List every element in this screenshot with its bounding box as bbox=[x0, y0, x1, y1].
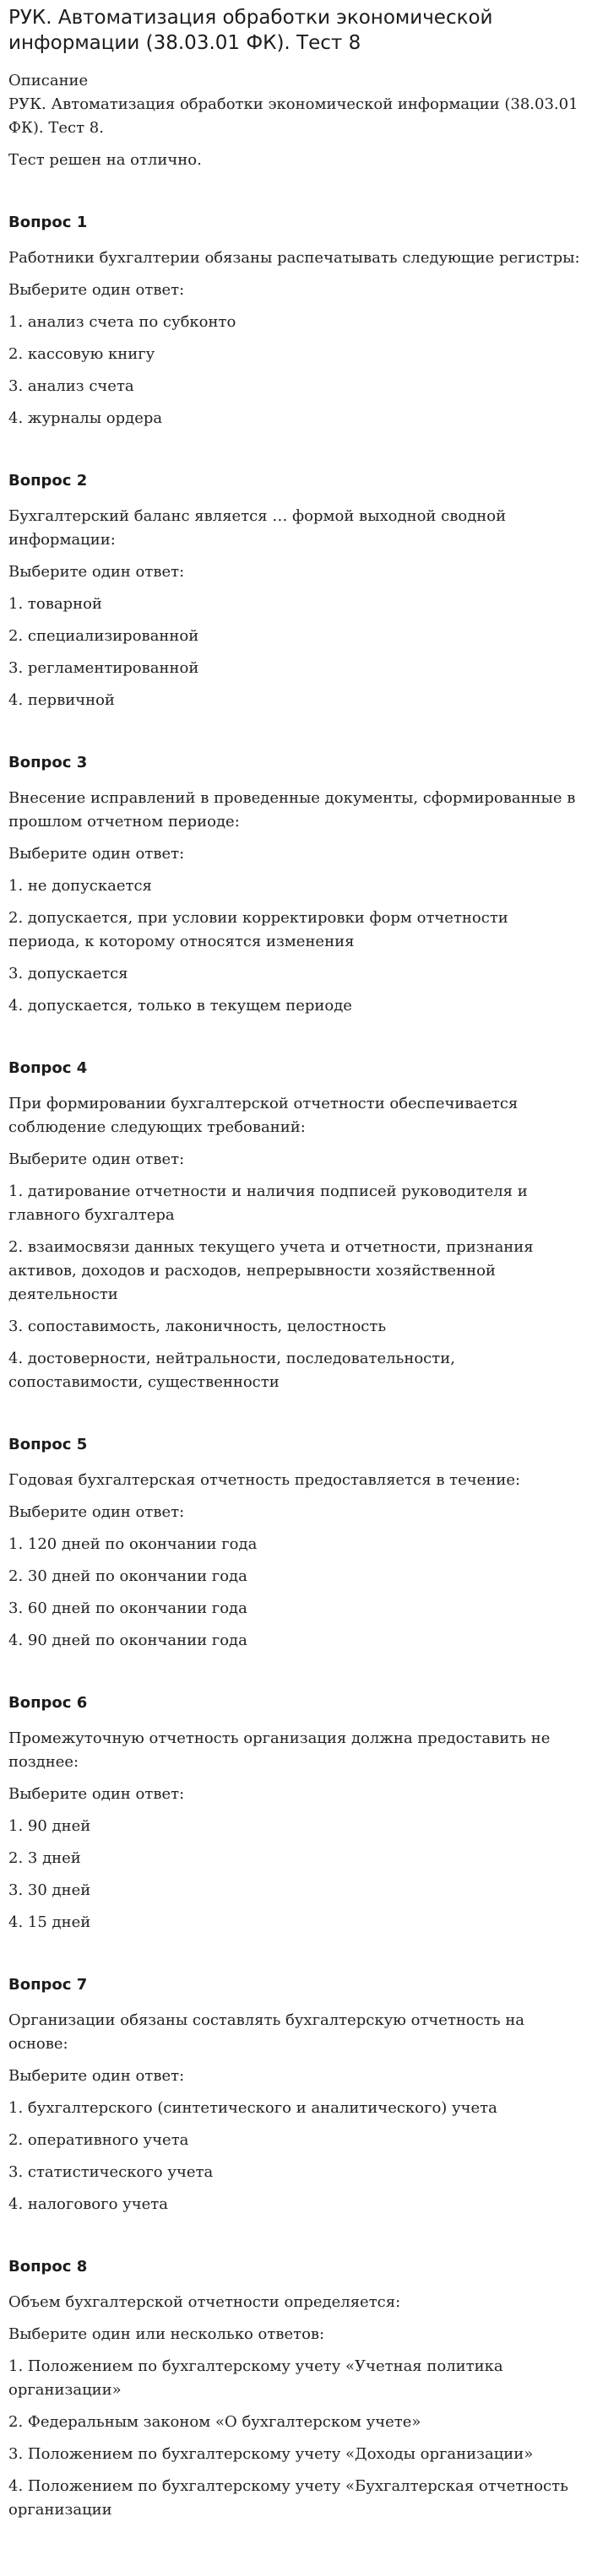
answer-option: 3. Положением по бухгалтерскому учету «Доходы организации» bbox=[8, 2445, 534, 2463]
answer-option: 1. 90 дней bbox=[8, 1817, 91, 1835]
description-label: Описание bbox=[8, 72, 89, 89]
answer-option: 2. 3 дней bbox=[8, 1849, 81, 1867]
answer-option: 4. первичной bbox=[8, 691, 115, 709]
question-heading: Вопрос 4 bbox=[8, 1059, 88, 1077]
question-heading: Вопрос 2 bbox=[8, 472, 88, 490]
questions-list bbox=[8, 211, 584, 2522]
answer-option: 1. анализ счета по субконто bbox=[8, 313, 236, 331]
answer-list bbox=[8, 1533, 584, 1653]
result-text: Тест решен на отлично. bbox=[8, 151, 202, 169]
question-text: При формировании бухгалтерской отчетности обеспечивается соблюдение следующих требований: bbox=[8, 1095, 519, 1136]
answer-instruction: Выберите один ответ: bbox=[8, 845, 185, 863]
answer-option: 1. бухгалтерского (синтетического и аналитического) учета bbox=[8, 2099, 497, 2117]
answer-list bbox=[8, 1180, 584, 1394]
answer-option: 4. 15 дней bbox=[8, 1913, 91, 1931]
answer-list bbox=[8, 2097, 584, 2216]
description-text: РУК. Автоматизация обработки экономической информации (38.03.01 ФК). Тест 8. bbox=[8, 95, 578, 137]
answer-instruction: Выберите один ответ: bbox=[8, 1785, 185, 1803]
question-heading: Вопрос 5 bbox=[8, 1436, 88, 1453]
answer-option: 1. 120 дней по окончании года bbox=[8, 1535, 258, 1553]
question-text: Годовая бухгалтерская отчетность предоставляется в течение: bbox=[8, 1471, 521, 1489]
answer-list bbox=[8, 2355, 584, 2522]
answer-list bbox=[8, 1815, 584, 1935]
answer-option: 4. Положением по бухгалтерскому учету «Бухгалтерская отчетность организации bbox=[8, 2477, 568, 2519]
question-text: Работники бухгалтерии обязаны распечатывать следующие регистры: bbox=[8, 249, 580, 267]
answer-instruction: Выберите один ответ: bbox=[8, 563, 185, 581]
answer-option: 3. анализ счета bbox=[8, 377, 134, 395]
answer-option: 4. достоверности, нейтральности, последовательности, сопоставимости, существенности bbox=[8, 1350, 455, 1391]
answer-option: 4. журналы ордера bbox=[8, 409, 163, 427]
answer-instruction: Выберите один ответ: bbox=[8, 281, 185, 299]
answer-option: 1. не допускается bbox=[8, 877, 152, 895]
answer-list bbox=[8, 874, 584, 1018]
question-heading: Вопрос 8 bbox=[8, 2258, 88, 2276]
question-heading: Вопрос 7 bbox=[8, 1976, 88, 1994]
answer-option: 3. регламентированной bbox=[8, 659, 199, 677]
question-block bbox=[8, 751, 584, 1018]
answer-option: 1. датирование отчетности и наличия подписей руководителя и главного бухгалтера bbox=[8, 1182, 528, 1224]
answer-list bbox=[8, 311, 584, 430]
answer-option: 2. оперативного учета bbox=[8, 2131, 189, 2149]
question-heading: Вопрос 1 bbox=[8, 214, 88, 231]
answer-option: 4. допускается, только в текущем периоде bbox=[8, 997, 352, 1015]
answer-option: 2. взаимосвязи данных текущего учета и отчетности, признания активов, доходов и расходов, непрерывности хозяйственной деятельности bbox=[8, 1238, 534, 1303]
answer-option: 2. 30 дней по окончании года bbox=[8, 1567, 247, 1585]
answer-option: 4. налогового учета bbox=[8, 2195, 168, 2213]
question-block bbox=[8, 2255, 584, 2522]
answer-option: 4. 90 дней по окончании года bbox=[8, 1632, 247, 1649]
question-block bbox=[8, 1973, 584, 2216]
question-block bbox=[8, 1433, 584, 1653]
answer-option: 1. товарной bbox=[8, 595, 102, 613]
question-text: Организации обязаны составлять бухгалтерскую отчетность на основе: bbox=[8, 2011, 525, 2053]
question-heading: Вопрос 6 bbox=[8, 1694, 88, 1712]
question-text: Внесение исправлений в проведенные документы, сформированные в прошлом отчетном периоде: bbox=[8, 789, 576, 831]
answer-option: 3. допускается bbox=[8, 965, 128, 982]
question-block bbox=[8, 469, 584, 712]
question-heading: Вопрос 3 bbox=[8, 754, 88, 771]
question-block bbox=[8, 211, 584, 430]
question-block bbox=[8, 1057, 584, 1394]
answer-option: 3. 30 дней bbox=[8, 1881, 91, 1899]
answer-instruction: Выберите один ответ: bbox=[8, 1150, 185, 1168]
answer-option: 3. сопоставимость, лаконичность, целостность bbox=[8, 1318, 387, 1335]
question-text: Промежуточную отчетность организация должна предоставить не позднее: bbox=[8, 1729, 551, 1771]
answer-option: 3. 60 дней по окончании года bbox=[8, 1599, 247, 1617]
answer-instruction: Выберите один или несколько ответов: bbox=[8, 2325, 325, 2343]
answer-instruction: Выберите один ответ: bbox=[8, 2067, 185, 2085]
answer-option: 1. Положением по бухгалтерскому учету «Учетная политика организации» bbox=[8, 2357, 503, 2399]
answer-option: 2. специализированной bbox=[8, 627, 199, 645]
answer-option: 3. статистического учета bbox=[8, 2163, 214, 2181]
answer-instruction: Выберите один ответ: bbox=[8, 1503, 185, 1521]
question-text: Объем бухгалтерской отчетности определяется: bbox=[8, 2293, 401, 2311]
question-text: Бухгалтерский баланс является … формой выходной сводной информации: bbox=[8, 507, 507, 549]
answer-option: 2. Федеральным законом «О бухгалтерском учете» bbox=[8, 2413, 421, 2431]
answer-option: 2. допускается, при условии корректировки форм отчетности периода, к которому относятся изменения bbox=[8, 909, 508, 950]
answer-list bbox=[8, 593, 584, 712]
page-title: РУК. Автоматизация обработки экономической информации (38.03.01 ФК). Тест 8 bbox=[8, 7, 493, 54]
answer-option: 2. кассовую книгу bbox=[8, 345, 155, 363]
question-block bbox=[8, 1691, 584, 1935]
